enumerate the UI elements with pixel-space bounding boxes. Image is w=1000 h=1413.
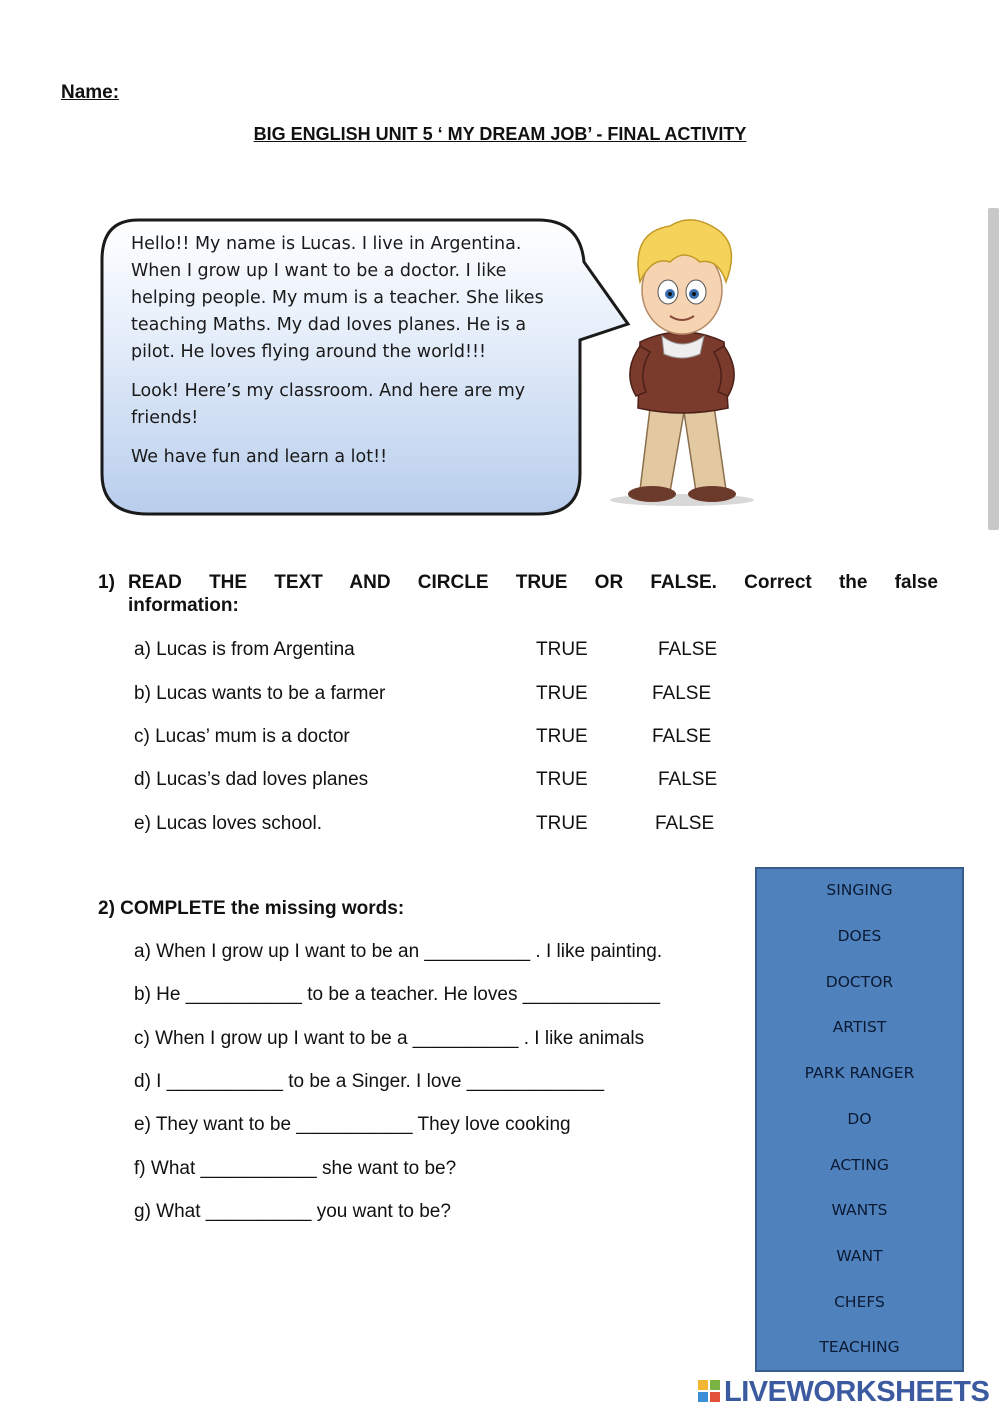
fill-blank-d[interactable]: d) I ___________ to be a Singer. I love _____________ [134,1071,605,1092]
scrollbar[interactable] [988,208,999,530]
word-bank-item[interactable]: WANT [836,1247,883,1265]
word-bank-item[interactable]: DO [847,1110,872,1128]
true-option[interactable]: TRUE [536,726,588,747]
false-option[interactable]: FALSE [658,639,718,660]
tf-statement-e: e) Lucas loves school. [134,813,322,834]
true-option[interactable]: TRUE [536,769,588,790]
speech-bubble-text [131,231,561,483]
section1-heading: READ THE TEXT AND CIRCLE TRUE OR FALSE. Correct the false [128,572,938,593]
true-option[interactable]: TRUE [536,683,588,704]
fill-blank-f[interactable]: f) What ___________ she want to be? [134,1158,457,1179]
fill-blank-c[interactable]: c) When I grow up I want to be a __________ . I like animals [134,1028,645,1049]
true-option[interactable]: TRUE [536,639,588,660]
word-bank-item[interactable]: TEACHING [819,1338,900,1356]
bubble-paragraph: Look! Here’s my classroom. And here are my friends! [131,381,526,428]
word-bank-item[interactable]: CHEFS [834,1293,885,1311]
tf-statement-c: c) Lucas’ mum is a doctor [134,726,350,747]
false-option[interactable]: FALSE [652,726,712,747]
fill-blank-g[interactable]: g) What __________ you want to be? [134,1201,451,1222]
false-option[interactable]: FALSE [658,769,718,790]
word-bank-item[interactable]: SINGING [826,881,893,899]
word-bank [755,867,964,1372]
word-bank-item[interactable]: ARTIST [832,1018,887,1036]
tf-statement-b: b) Lucas wants to be a farmer [134,683,386,704]
true-option[interactable]: TRUE [536,813,588,834]
bubble-paragraph: We have fun and learn a lot!! [131,447,388,467]
boy-illustration [600,212,770,512]
fill-blank-a[interactable]: a) When I grow up I want to be an __________ . I like painting. [134,941,663,962]
word-bank-item[interactable]: WANTS [831,1201,888,1219]
false-option[interactable]: FALSE [655,813,715,834]
word-bank-item[interactable]: DOES [837,927,882,945]
word-bank-item[interactable]: DOCTOR [825,973,894,991]
fill-blank-e[interactable]: e) They want to be ___________ They love cooking [134,1114,571,1135]
name-label: Name: [61,82,120,103]
liveworksheets-logo-icon [698,1380,720,1402]
word-bank-item[interactable]: ACTING [830,1156,889,1174]
worksheet-title: BIG ENGLISH UNIT 5 ‘ MY DREAM JOB’ - FINAL ACTIVITY [253,124,747,144]
section2-heading: 2) COMPLETE the missing words: [98,898,405,919]
false-option[interactable]: FALSE [652,683,712,704]
word-bank-item[interactable]: PARK RANGER [804,1064,915,1082]
tf-statement-a: a) Lucas is from Argentina [134,639,355,660]
bubble-paragraph: Hello!! My name is Lucas. I live in Argentina. When I grow up I want to be a doctor. I like helping people. My mum is a teacher. She likes teaching Maths. My dad loves planes. He is a pilot. He loves flying around the world!!! [131,234,544,362]
section1-heading-cont: information: [128,595,239,616]
liveworksheets-logo[interactable]: LIVEWORKSHEETS [724,1376,990,1408]
section1-number: 1) [98,572,115,593]
fill-blank-b[interactable]: b) He ___________ to be a teacher. He loves _____________ [134,984,661,1005]
tf-statement-d: d) Lucas’s dad loves planes [134,769,369,790]
